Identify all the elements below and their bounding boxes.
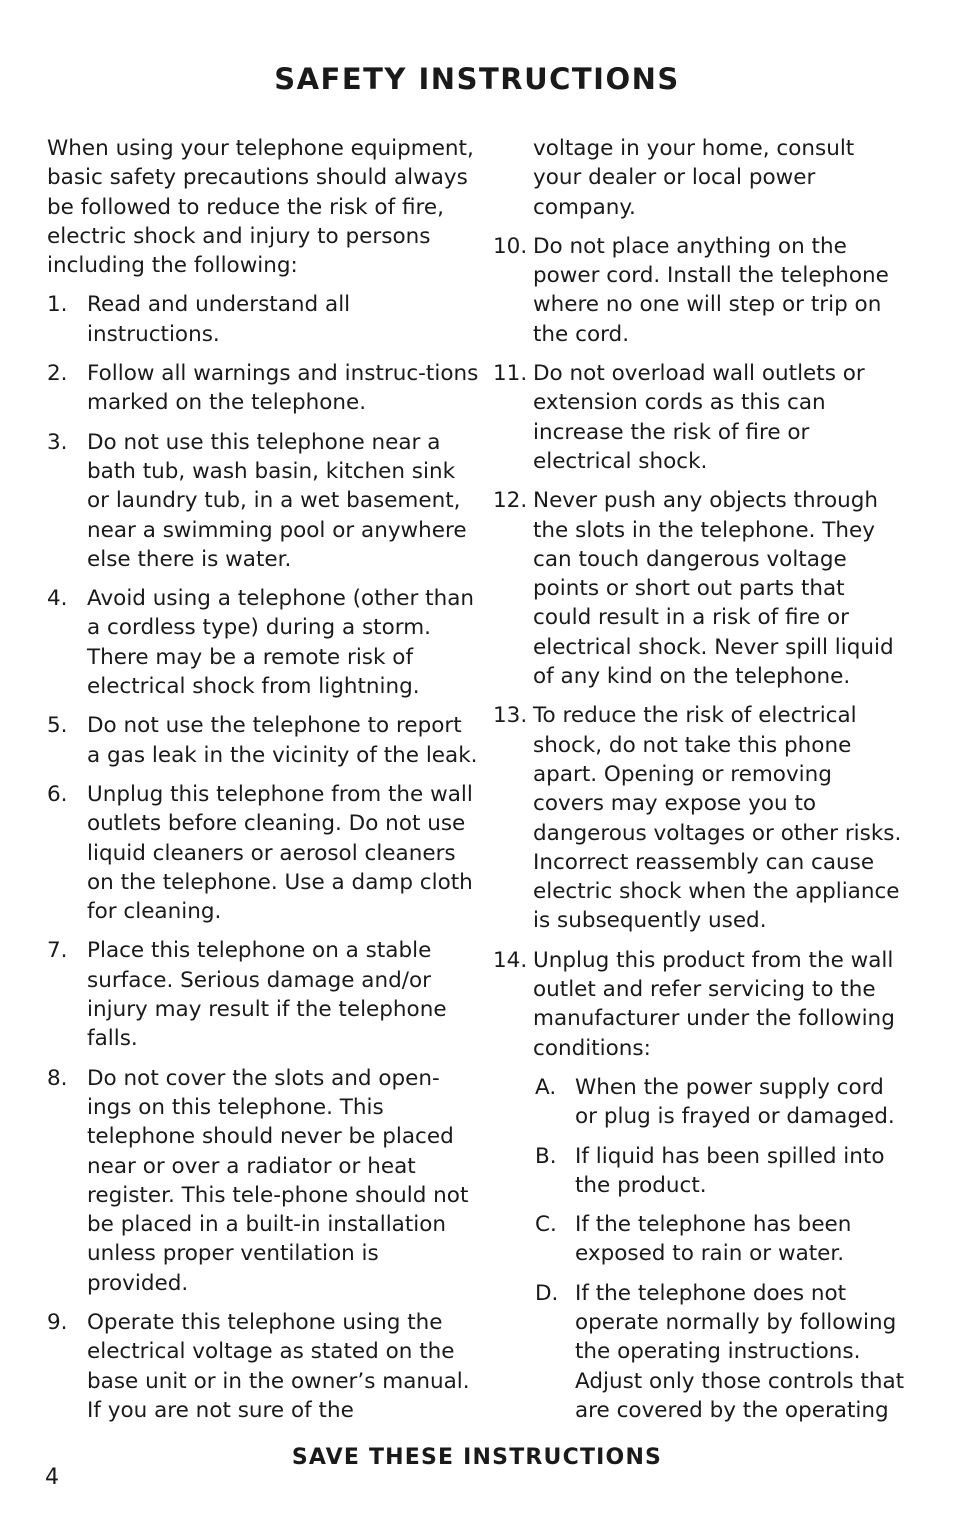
item-text: Do not use this telephone near a bath tub, wash basin, kitchen sink or laundry tub, in a wet basement, near a swimming pool or anywhere else there is water. bbox=[87, 429, 467, 572]
sub-item-text: When the power supply cord or plug is frayed or damaged. bbox=[575, 1074, 895, 1130]
sub-item-letter: A. bbox=[535, 1074, 557, 1100]
item-text: To reduce the risk of electrical shock, do not take this phone apart. Opening or removing covers may expose you to dangerous voltages or other risks. Incorrect reassembly can cause electric shock when the appliance is subsequently used. bbox=[533, 703, 902, 934]
item-text: Do not overload wall outlets or extension cords as this can increase the risk of fire or electrical shock. bbox=[533, 361, 865, 474]
sub-list-item bbox=[535, 1142, 905, 1201]
instruction-list-left bbox=[47, 290, 479, 1425]
item-9-continuation: voltage in your home, consult your dealer or local power company. bbox=[533, 136, 855, 220]
item-text: Do not place anything on the power cord. Install the telephone where no one will step or trip on the cord. bbox=[533, 233, 889, 347]
item-text bbox=[533, 946, 905, 1435]
item-text: Avoid using a telephone (other than a cordless type) during a storm. There may be a remote risk of electrical shock from lightning. bbox=[87, 586, 475, 700]
item-text-body: Unplug this product from the wall outlet and refer servicing to the manufacturer under the following conditions: bbox=[533, 947, 895, 1061]
item-text: Read and understand all instructions. bbox=[87, 292, 351, 347]
sub-item-letter: D. bbox=[535, 1280, 559, 1306]
item-number: 7. bbox=[47, 938, 68, 964]
sub-item-letter: C. bbox=[535, 1212, 557, 1238]
list-item bbox=[47, 1064, 479, 1298]
item-number: 6. bbox=[47, 781, 68, 807]
sub-item-letter: B. bbox=[535, 1143, 557, 1169]
sub-item-text: If the telephone does not operate normally by following the operating instructions. Adjust only those controls that are covered by the operating bbox=[575, 1280, 905, 1423]
sub-item-text: If liquid has been spilled into the product. bbox=[575, 1143, 885, 1198]
page-number: 4 bbox=[45, 1465, 59, 1490]
item-number: 12. bbox=[493, 488, 528, 514]
item-number: 14. bbox=[493, 947, 528, 973]
list-item bbox=[47, 290, 479, 349]
item-text: Do not use the telephone to report a gas leak in the vicinity of the leak. bbox=[87, 713, 478, 768]
item-text: Never push any objects through the slots in the telephone. They can touch dangerous voltage points or short out parts that could result in a risk of fire or electrical shock. Never spill liquid of any kind on the telephone. bbox=[533, 488, 894, 690]
item-number: 2. bbox=[47, 361, 68, 387]
list-item bbox=[47, 780, 479, 926]
sub-list-item bbox=[535, 1279, 905, 1425]
item-number: 3. bbox=[47, 429, 68, 455]
left-column bbox=[47, 134, 479, 1435]
item-number: 13. bbox=[493, 703, 528, 729]
list-item bbox=[493, 359, 905, 476]
list-item bbox=[47, 711, 479, 770]
item-text: Do not cover the slots and open-ings on this telephone. This telephone should never be placed near or over a radiator or heat register. This tele-phone should not be placed in a built-in installation unless proper ventilation is provided. bbox=[87, 1065, 469, 1296]
list-item bbox=[493, 946, 905, 1435]
sub-list-item bbox=[535, 1073, 905, 1132]
list-item bbox=[493, 701, 905, 935]
item-number: 9. bbox=[47, 1309, 68, 1335]
list-item bbox=[47, 359, 479, 418]
sub-list-item bbox=[535, 1210, 905, 1269]
instruction-list-right bbox=[493, 232, 905, 1435]
list-item bbox=[47, 584, 479, 701]
page-title: SAFETY INSTRUCTIONS bbox=[274, 62, 680, 96]
item-number: 1. bbox=[47, 292, 68, 318]
list-item bbox=[493, 232, 905, 349]
footer-title: SAVE THESE INSTRUCTIONS bbox=[291, 1445, 663, 1470]
item-number: 5. bbox=[47, 713, 68, 739]
list-item bbox=[47, 428, 479, 574]
intro-paragraph: When using your telephone equipment, basic safety precautions should always be followed to reduce the risk of fire, electric shock and injury to persons including the following: bbox=[47, 136, 474, 279]
item-text: Operate this telephone using the electrical voltage as stated on the base unit or in the owner’s manual. If you are not sure of the bbox=[87, 1309, 470, 1423]
list-item bbox=[47, 936, 479, 1053]
condition-list bbox=[533, 1073, 905, 1425]
item-number: 4. bbox=[47, 586, 68, 612]
item-text: Place this telephone on a stable surface. Serious damage and/or injury may result if the telephone falls. bbox=[87, 938, 447, 1052]
item-text: Follow all warnings and instruc-tions marked on the telephone. bbox=[87, 361, 479, 416]
right-column bbox=[493, 134, 905, 1445]
list-item bbox=[47, 1308, 479, 1425]
item-number: 10. bbox=[493, 233, 528, 259]
item-text: Unplug this telephone from the wall outlets before cleaning. Do not use liquid cleaners or aerosol cleaners on the telephone. Use a damp cloth for cleaning. bbox=[87, 781, 473, 925]
sub-item-text: If the telephone has been exposed to rain or water. bbox=[575, 1212, 852, 1267]
list-item bbox=[493, 486, 905, 691]
item-number: 11. bbox=[493, 361, 528, 387]
item-number: 8. bbox=[47, 1065, 68, 1091]
